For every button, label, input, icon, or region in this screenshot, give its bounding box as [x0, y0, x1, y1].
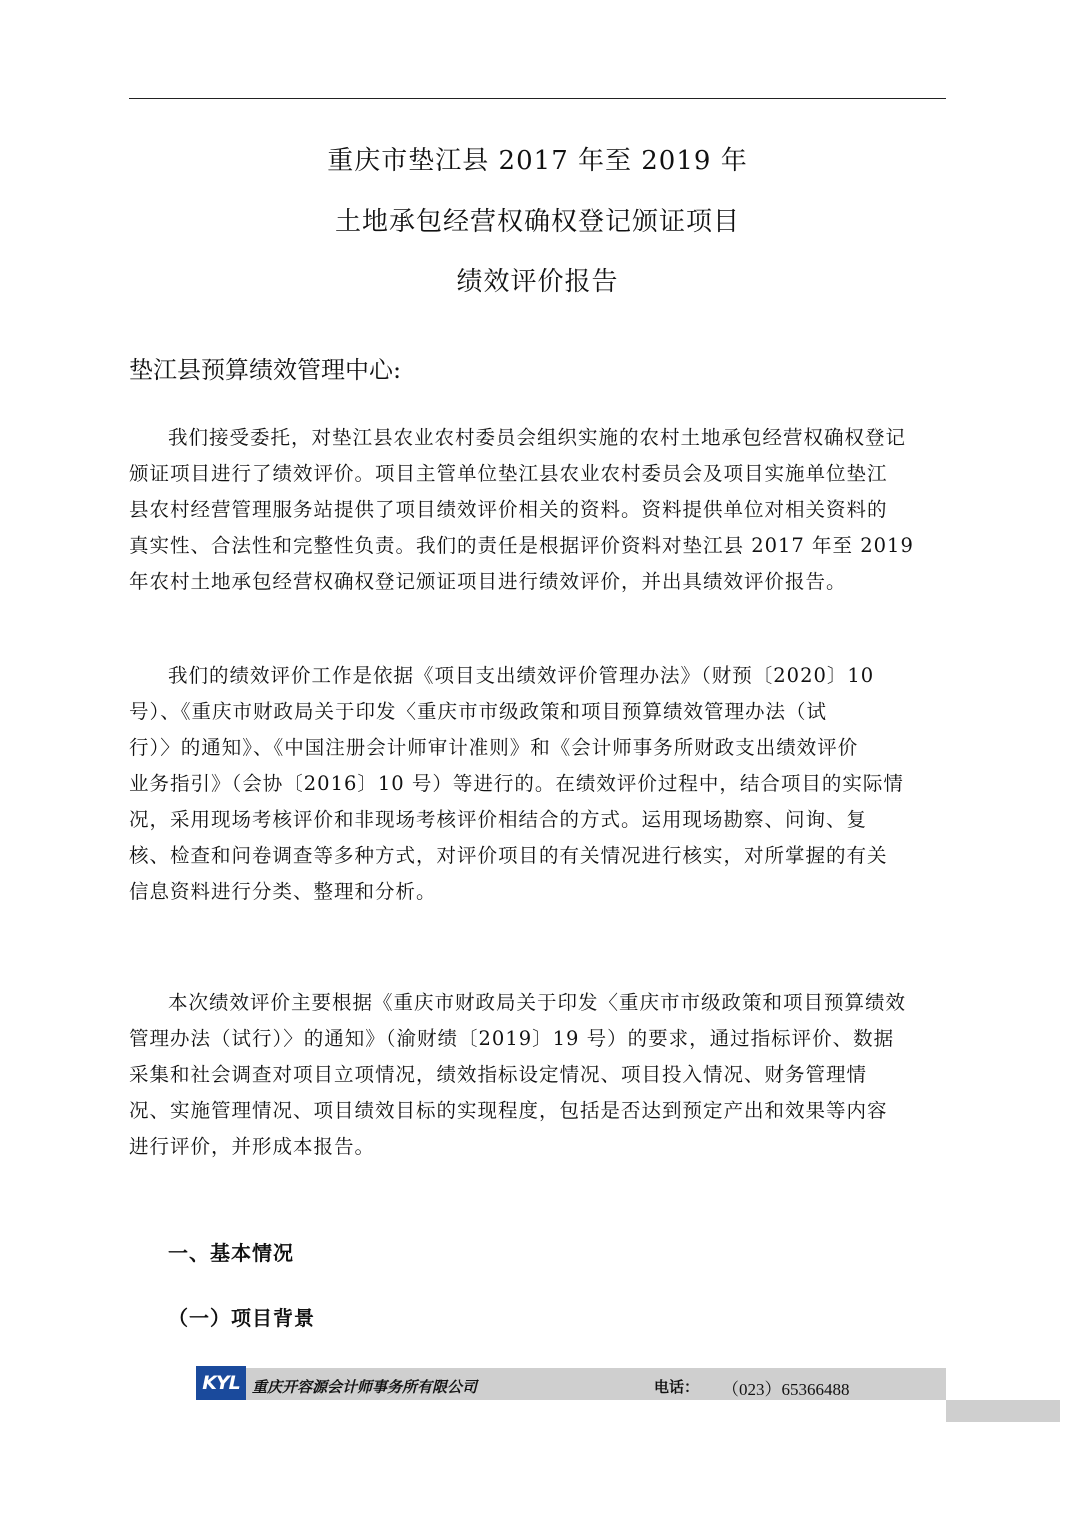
paragraph-line: 年农村土地承包经营权确权登记颁证项目进行绩效评价，并出具绩效评价报告。 — [129, 570, 847, 593]
paragraph-line: 采集和社会调查对项目立项情况，绩效指标设定情况、项目投入情况、财务管理情 — [129, 1063, 868, 1086]
subsection-heading-project-background: （一）项目背景 — [168, 1306, 315, 1330]
paragraph-2 — [129, 658, 946, 910]
paragraph-line: 况，采用现场考核评价和非现场考核评价相结合的方式。运用现场勘察、问询、复 — [129, 808, 868, 831]
paragraph-line: 我们的绩效评价工作是依据《项目支出绩效评价管理办法》（财预〔2020〕10 — [168, 664, 875, 687]
paragraph-line: 进行评价，并形成本报告。 — [129, 1135, 376, 1158]
paragraph-line: 我们接受委托，对垫江县农业农村委员会组织实施的农村土地承包经营权确权登记 — [168, 426, 907, 449]
report-title-line-1: 重庆市垫江县 2017 年至 2019 年 — [327, 146, 748, 176]
paragraph-line: 况、实施管理情况、项目绩效目标的实现程度，包括是否达到预定产出和效果等内容 — [129, 1099, 888, 1122]
section-heading-basic-info: 一、基本情况 — [168, 1241, 294, 1265]
paragraph-line: 信息资料进行分类、整理和分析。 — [129, 880, 437, 903]
paragraph-line: 核、检查和问卷调查等多种方式，对评价项目的有关情况进行核实，对所掌握的有关 — [129, 844, 888, 867]
paragraph-line: 颁证项目进行了绩效评价。项目主管单位垫江县农业农村委员会及项目实施单位垫江 — [129, 462, 888, 485]
paragraph-line: 业务指引》（会协〔2016〕10 号）等进行的。在绩效评价过程中，结合项目的实际情 — [129, 772, 904, 795]
paragraph-line: 县农村经营管理服务站提供了项目绩效评价相关的资料。资料提供单位对相关资料的 — [129, 498, 888, 521]
paragraph-line: 行）〉的通知》、《中国注册会计师审计准则》和《会计师事务所财政支出绩效评价 — [129, 736, 859, 759]
report-title-line-2: 土地承包经营权确权登记颁证项目 — [334, 207, 740, 237]
paragraph-3 — [129, 985, 946, 1165]
footer-phone-label: 电话： — [654, 1378, 700, 1396]
header-rule — [129, 98, 946, 99]
paragraph-line: 号）、《重庆市财政局关于印发〈重庆市市级政策和项目预算绩效管理办法（试 — [129, 700, 828, 723]
paragraph-line: 本次绩效评价主要根据《重庆市财政局关于印发〈重庆市市级政策和项目预算绩效 — [168, 991, 907, 1014]
addressee: 垫江县预算绩效管理中心: — [129, 356, 402, 384]
company-logo: KYL — [196, 1366, 246, 1400]
paragraph-1 — [129, 420, 946, 600]
footer-company-name: 重庆开容源会计师事务所有限公司 — [252, 1378, 478, 1396]
paragraph-line: 管理办法（试行）〉的通知》（渝财绩〔2019〕19 号）的要求，通过指标评价、数据 — [129, 1027, 895, 1050]
footer-phone-number: （023）65366488 — [722, 1380, 850, 1399]
footer-tab — [946, 1400, 1060, 1422]
report-title-line-3: 绩效评价报告 — [456, 267, 619, 297]
paragraph-line: 真实性、合法性和完整性负责。我们的责任是根据评价资料对垫江县 2017 年至 2019 — [129, 534, 914, 557]
